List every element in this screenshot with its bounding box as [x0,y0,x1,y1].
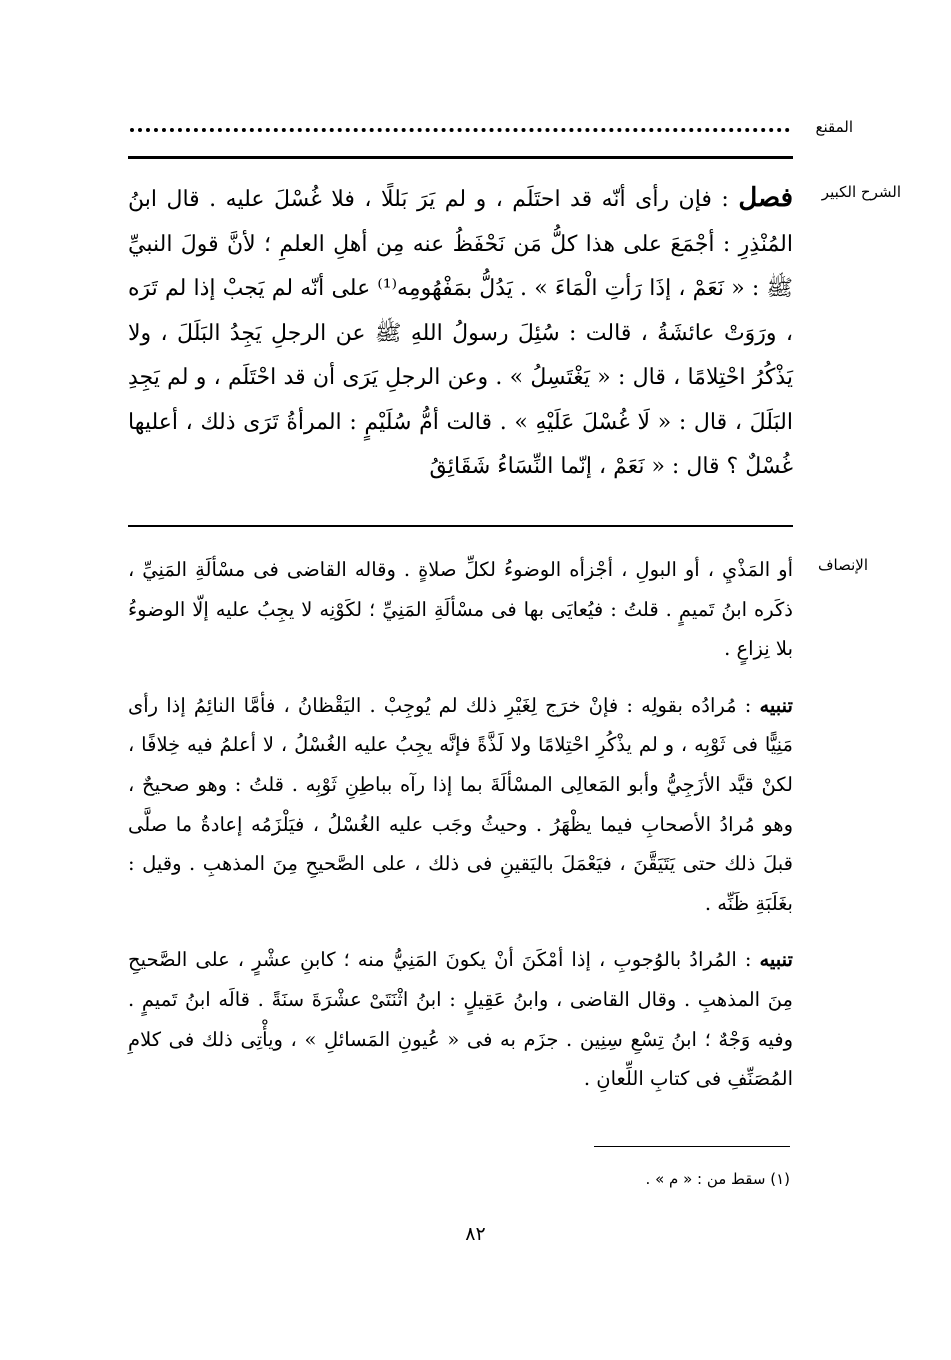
running-header-title: المقنع [815,118,853,136]
insaf-paragraph-3 [128,940,793,1098]
insaf-paragraph-3-text: : المُرادُ بالوُجوبِ ، إذا أمْكَنَ أنْ يكونَ المَنِيُّ منه ؛ كابنِ عشْرٍ ، على الصَّحيحِ مِنَ المذهبِ . وقال القاضى ، وابنُ عَقِيلٍ : ابنُ اثْنَتَىْ عشْرَةَ سنَةً . قالَه ابنُ تَميمٍ . وفيه وَجْهٌ ؛ ابنُ تِسْعِ سِنِين . جزَم به فى « عُيونِ المَسائلِ » ، ويأْتِى ذلك فى كلامِ المُصَنِّفِ فى كتابِ اللِّعانِ . [128,948,793,1091]
insaf-paragraph-1: أو المَذْيِ ، أو البولِ ، أجْزأه الوضوءُ لكلِّ صلاةٍ . وقاله القاضى فى مسْألَةِ المَنِيِّ ، ذكَره ابنُ تَميمٍ . قلتُ : فيُعايَى بها فى مسْألَةِ المَنِيِّ ؛ لكَوْنِه لا يجِبُ عليه إلّا الوضوءُ بلا نِزاعٍ . [128,558,793,661]
insaf-paragraph-2 [128,686,793,924]
footnote-rule [594,1146,790,1147]
insaf-paragraph-2-text: : مُرادُه بقولِه : فإنْ خرَج لِغَيْرِ ذلك لم يُوجِبْ . اليَقْظانُ ، فأمَّا النائِمُ إذا رأى مَنِيًّا فى ثَوْبِه ، و لم يذْكُرِ احْتِلامًا ولا لَذَّةً فإنَّه يجِبُ عليه الغُسْلُ ، لا أعلمُ فيه خِلافًا ، لكنْ قيَّد الأزَجِيُّ وأبو المَعالِى المسْألَةَ بما إذا رآه بباطِنِ ثَوْبِه . قلتُ : وهو صحيحٌ ، وهو مُرادُ الأصحابِ فيما يظْهَرُ . وحيثُ وجَب عليه الغُسْلُ ، فيَلْزَمُه إعادةُ ما صلَّى قبلَ ذلك حتى يَتَيَقَّنَ ، فيَعْمَلَ باليَقينِ فى ذلك ، على الصَّحيحِ مِنَ المذهبِ . وقيل : بغَلَبَةِ ظَنِّه . [128,693,793,915]
sharh-text-block [128,176,793,490]
note-keyword: تنبيه [759,948,793,972]
page-number: ٨٢ [465,1223,486,1245]
sharh-section-label: الشرح الكبير [821,183,901,201]
header-dotted-rule [130,128,790,132]
section-divider-rule [128,525,793,527]
insaf-text-block [128,550,793,1099]
sharh-paragraph [128,176,793,490]
sharh-text: : فإن رأى أنّه قد احتَلَم ، و لم يَرَ بَللًا ، فلا غُسْلَ عليه . قال ابنُ المُنْذِرِ : أجْمَعَ على هذا كلُّ مَن نَحْفَظُ عنه مِن أهلِ العلمِ ؛ لأنَّ قولَ النبيِّ ﷺ : « نَعَمْ ، إذَا رَأتِ الْمَاءَ » . يَدُلُّ بمَفْهُومِه⁽¹⁾ على أنّه لم يَجبْ إذا لم تَرَه ، ورَوَتْ عائشَةُ ، قالت : سُئِلَ رسولُ اللهِ ﷺ عن الرجلِ يَجِدُ البَلَلَ ، ولا يَذْكُرُ احْتِلامًا ، قال : « يَغْتَسِلُ » . وعن الرجلِ يَرَى أن قد احْتَلَم ، و لم يَجِدِ البَلَلَ ، قال : « لَا غُسْلَ عَلَيْهِ » . قالت أمُّ سُلَيْمٍ : المرأةُ تَرَى ذلك ، أعليها غُسْلٌ ؟ قال : « نَعَمْ ، إنّما النِّسَاءُ شَقَائِقُ [128,187,794,479]
footnote: (١) سقط من : « م » . [645,1170,790,1188]
note-keyword: تنبيه [759,693,793,717]
section-keyword: فصل [738,183,793,213]
insaf-section-label: الإنصاف [817,556,868,574]
sharh-top-rule [128,156,793,159]
